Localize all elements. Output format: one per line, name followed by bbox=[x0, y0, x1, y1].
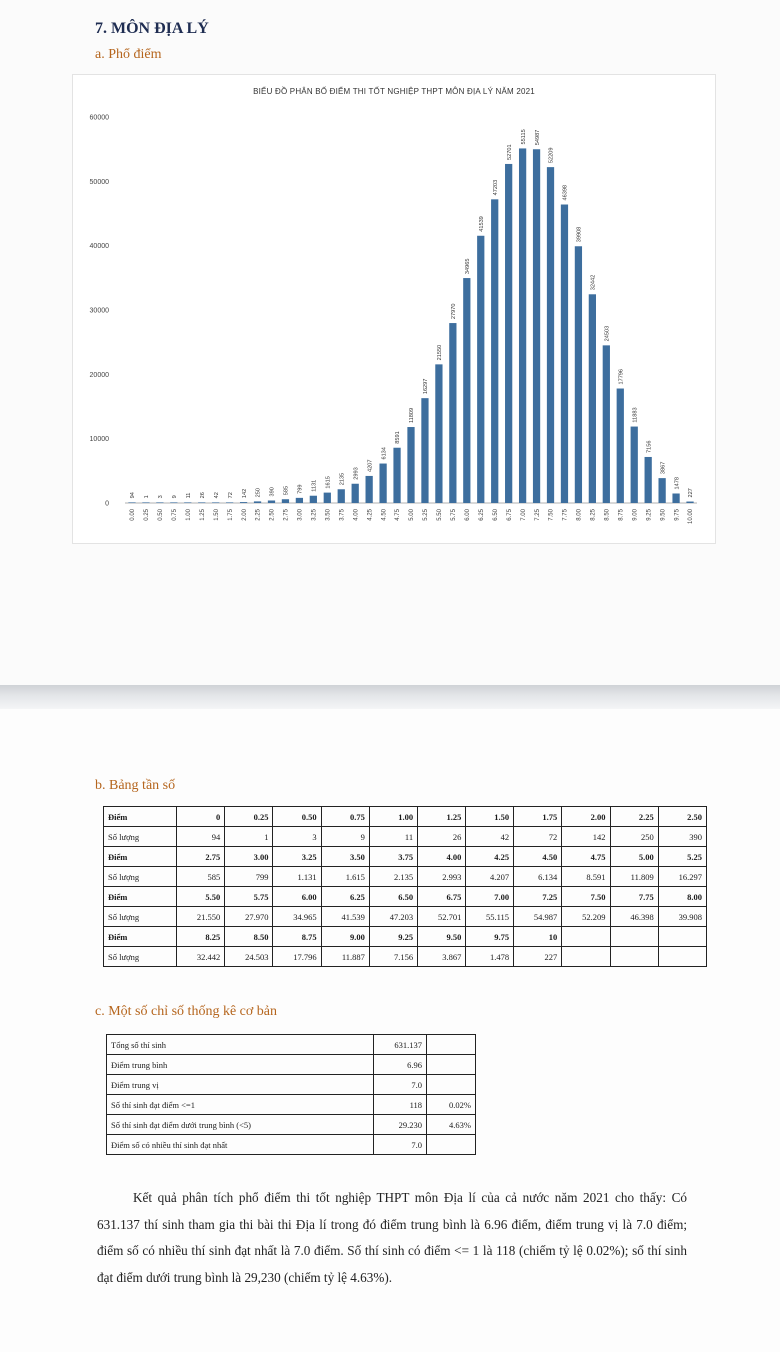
freq-table-row bbox=[104, 807, 707, 827]
x-tick-label: 3.75 bbox=[339, 509, 346, 521]
data-label: 11883 bbox=[632, 407, 639, 423]
freq-cell: 585 bbox=[177, 867, 225, 887]
x-tick-label: 3.50 bbox=[325, 509, 332, 521]
freq-cell: 8.75 bbox=[273, 927, 321, 947]
x-tick-label: 1.00 bbox=[185, 509, 192, 521]
freq-cell: 1 bbox=[225, 827, 273, 847]
data-label: 55115 bbox=[520, 129, 527, 145]
bar bbox=[338, 489, 345, 503]
stats-value-cell: 631.137 bbox=[374, 1035, 427, 1055]
x-tick-label: 8.00 bbox=[576, 509, 583, 521]
x-tick-label: 2.25 bbox=[255, 509, 262, 521]
x-tick-label: 2.00 bbox=[241, 509, 248, 521]
x-tick-label: 1.75 bbox=[227, 509, 234, 521]
stats-value-cell: 7.0 bbox=[374, 1135, 427, 1155]
data-label: 7156 bbox=[646, 440, 653, 453]
bar bbox=[477, 236, 484, 503]
stats-label-cell: Điểm số có nhiều thí sinh đạt nhất bbox=[107, 1135, 374, 1155]
freq-row-label: Điểm bbox=[104, 887, 177, 907]
freq-row-label: Số lượng bbox=[104, 867, 177, 887]
freq-cell: 11.887 bbox=[321, 947, 369, 967]
freq-cell bbox=[610, 947, 658, 967]
data-label: 9 bbox=[172, 495, 179, 499]
data-label: 39908 bbox=[576, 226, 583, 243]
data-label: 227 bbox=[688, 488, 695, 498]
page-separator bbox=[0, 685, 780, 709]
freq-cell: 27.970 bbox=[225, 907, 273, 927]
freq-cell: 0.50 bbox=[273, 807, 321, 827]
x-tick-label: 9.75 bbox=[674, 509, 681, 521]
bar bbox=[449, 323, 456, 503]
data-label: 2993 bbox=[353, 467, 360, 480]
bar bbox=[533, 149, 540, 503]
freq-cell: 3.00 bbox=[225, 847, 273, 867]
freq-cell: 142 bbox=[562, 827, 610, 847]
x-tick-label: 8.25 bbox=[590, 509, 597, 521]
x-tick-label: 9.50 bbox=[660, 509, 667, 521]
stats-table-row bbox=[107, 1075, 476, 1095]
freq-cell: 0 bbox=[177, 807, 225, 827]
bar bbox=[603, 345, 610, 503]
x-tick-label: 9.00 bbox=[632, 509, 639, 521]
bar bbox=[366, 476, 373, 503]
freq-cell: 8.591 bbox=[562, 867, 610, 887]
summary-paragraph bbox=[97, 1185, 687, 1291]
stats-table bbox=[106, 1034, 476, 1155]
freq-cell: 1.00 bbox=[369, 807, 417, 827]
x-tick-label: 8.75 bbox=[618, 509, 625, 521]
freq-cell: 5.00 bbox=[610, 847, 658, 867]
bar bbox=[212, 502, 219, 503]
freq-row-label: Số lượng bbox=[104, 907, 177, 927]
data-label: 26 bbox=[199, 492, 206, 499]
freq-table-row bbox=[104, 827, 707, 847]
freq-cell: 4.75 bbox=[562, 847, 610, 867]
freq-table-row bbox=[104, 887, 707, 907]
freq-cell: 1.131 bbox=[273, 867, 321, 887]
data-label: 4207 bbox=[367, 459, 374, 472]
freq-cell: 5.75 bbox=[225, 887, 273, 907]
freq-cell: 9.50 bbox=[418, 927, 466, 947]
freq-cell: 4.00 bbox=[418, 847, 466, 867]
freq-cell: 1.615 bbox=[321, 867, 369, 887]
stats-label-cell: Số thí sinh đạt điểm <=1 bbox=[107, 1095, 374, 1115]
stats-value-cell: 6.96 bbox=[374, 1055, 427, 1075]
freq-cell: 3.50 bbox=[321, 847, 369, 867]
x-tick-label: 9.25 bbox=[646, 509, 653, 521]
bar bbox=[617, 389, 624, 503]
chart-svg bbox=[73, 75, 715, 543]
bar bbox=[421, 398, 428, 503]
data-label: 21550 bbox=[437, 344, 444, 361]
freq-cell: 5.25 bbox=[658, 847, 706, 867]
data-label: 11 bbox=[185, 492, 192, 499]
y-tick-label: 50000 bbox=[89, 178, 109, 186]
section-title: 7. MÔN ĐỊA LÝ bbox=[95, 20, 209, 37]
freq-cell: 9 bbox=[321, 827, 369, 847]
x-tick-label: 7.50 bbox=[548, 509, 555, 521]
freq-cell: 32.442 bbox=[177, 947, 225, 967]
x-tick-label: 4.75 bbox=[395, 509, 402, 521]
stats-value-cell: 29.230 bbox=[374, 1115, 427, 1135]
stats-label-cell: Điểm trung vị bbox=[107, 1075, 374, 1095]
subsection-b-title: b. Bảng tần số bbox=[95, 778, 176, 793]
freq-cell: 4.207 bbox=[466, 867, 514, 887]
bar bbox=[296, 498, 303, 503]
freq-cell: 3.75 bbox=[369, 847, 417, 867]
stats-pct-cell: 4.63% bbox=[427, 1115, 476, 1135]
freq-table-row bbox=[104, 907, 707, 927]
freq-cell: 41.539 bbox=[321, 907, 369, 927]
freq-cell: 8.25 bbox=[177, 927, 225, 947]
x-tick-label: 6.25 bbox=[478, 509, 485, 521]
bar bbox=[170, 502, 177, 503]
x-tick-label: 4.00 bbox=[353, 509, 360, 521]
freq-cell: 6.50 bbox=[369, 887, 417, 907]
x-tick-label: 5.25 bbox=[423, 509, 430, 521]
data-label: 1615 bbox=[325, 476, 332, 489]
data-label: 42 bbox=[213, 492, 220, 499]
freq-cell bbox=[562, 947, 610, 967]
freq-cell: 7.156 bbox=[369, 947, 417, 967]
freq-cell: 7.75 bbox=[610, 887, 658, 907]
summary-text: Kết quả phân tích phổ điểm thi tốt nghiệp THPT môn Địa lí của cả nước năm 2021 cho thấy: Có 631.137 thí sinh tham gia thi bài thi Địa lí trong đó điểm trung bình là 6.96 điểm, điểm trung vị là 7.0 điểm; điểm số có nhiều thí sinh đạt nhất là 7.0 điểm. Số thí sinh có điểm <= 1 là 118 (chiếm tỷ lệ 0.02%); số thí sinh đạt điểm dưới trung bình là 29,230 (chiếm tỷ lệ 4.63%). bbox=[97, 1190, 687, 1285]
x-tick-label: 1.50 bbox=[213, 509, 220, 521]
frequency-table bbox=[103, 806, 707, 967]
bar bbox=[128, 502, 135, 503]
stats-value-cell: 118 bbox=[374, 1095, 427, 1115]
bar bbox=[324, 493, 331, 503]
bar bbox=[198, 502, 205, 503]
freq-cell: 11.809 bbox=[610, 867, 658, 887]
freq-row-label: Điểm bbox=[104, 847, 177, 867]
data-label: 3867 bbox=[660, 461, 667, 475]
bar bbox=[142, 502, 149, 503]
x-tick-label: 7.25 bbox=[534, 509, 541, 521]
freq-cell: 4.50 bbox=[514, 847, 562, 867]
stats-pct-cell bbox=[427, 1135, 476, 1155]
y-tick-label: 40000 bbox=[89, 243, 109, 251]
freq-cell: 250 bbox=[610, 827, 658, 847]
x-tick-label: 6.50 bbox=[492, 509, 499, 521]
freq-cell: 2.993 bbox=[418, 867, 466, 887]
bar bbox=[575, 246, 582, 503]
bar bbox=[519, 148, 526, 503]
freq-cell: 799 bbox=[225, 867, 273, 887]
freq-cell: 1.25 bbox=[418, 807, 466, 827]
bar bbox=[435, 364, 442, 503]
x-tick-label: 7.75 bbox=[562, 509, 569, 521]
stats-table-row bbox=[107, 1115, 476, 1135]
bar bbox=[407, 427, 414, 503]
freq-table-row bbox=[104, 927, 707, 947]
freq-cell: 227 bbox=[514, 947, 562, 967]
freq-table-row bbox=[104, 947, 707, 967]
bar bbox=[268, 500, 275, 503]
data-label: 41539 bbox=[478, 216, 485, 232]
x-tick-label: 4.25 bbox=[367, 509, 374, 521]
freq-cell: 2.25 bbox=[610, 807, 658, 827]
data-label: 47203 bbox=[492, 179, 499, 196]
data-label: 250 bbox=[255, 488, 262, 498]
freq-cell: 21.550 bbox=[177, 907, 225, 927]
x-tick-label: 0.25 bbox=[144, 509, 151, 521]
data-label: 142 bbox=[241, 488, 248, 499]
bar bbox=[393, 448, 400, 503]
bar bbox=[310, 496, 317, 503]
score-distribution-chart bbox=[72, 74, 716, 544]
freq-cell: 52.209 bbox=[562, 907, 610, 927]
x-tick-label: 7.00 bbox=[520, 509, 527, 521]
freq-cell: 2.75 bbox=[177, 847, 225, 867]
data-label: 17796 bbox=[618, 368, 625, 385]
data-label: 52701 bbox=[506, 144, 513, 160]
chart-title: BIỂU ĐỒ PHÂN BỐ ĐIỂM THI TỐT NGHIỆP THPT MÔN ĐỊA LÝ NĂM 2021 bbox=[253, 87, 535, 96]
freq-cell: 8.00 bbox=[658, 887, 706, 907]
stats-pct-cell bbox=[427, 1035, 476, 1055]
freq-cell: 9.25 bbox=[369, 927, 417, 947]
freq-row-label: Số lượng bbox=[104, 947, 177, 967]
freq-cell: 11 bbox=[369, 827, 417, 847]
stats-pct-cell bbox=[427, 1075, 476, 1095]
bar bbox=[658, 478, 665, 503]
bar bbox=[379, 464, 386, 503]
stats-table-row bbox=[107, 1035, 476, 1055]
x-tick-label: 5.00 bbox=[409, 509, 416, 521]
bar bbox=[589, 294, 596, 503]
freq-cell: 54.987 bbox=[514, 907, 562, 927]
freq-cell: 24.503 bbox=[225, 947, 273, 967]
stats-table-row bbox=[107, 1095, 476, 1115]
data-label: 16297 bbox=[423, 378, 430, 395]
freq-cell: 3.867 bbox=[418, 947, 466, 967]
bar bbox=[491, 199, 498, 503]
freq-cell: 390 bbox=[658, 827, 706, 847]
y-tick-label: 0 bbox=[105, 500, 109, 508]
data-label: 34965 bbox=[465, 258, 472, 275]
freq-cell: 6.134 bbox=[514, 867, 562, 887]
data-label: 3 bbox=[158, 495, 165, 499]
bar bbox=[561, 205, 568, 503]
x-tick-label: 4.50 bbox=[381, 509, 388, 521]
data-label: 24503 bbox=[604, 325, 611, 342]
data-label: 6134 bbox=[381, 447, 388, 460]
freq-row-label: Điểm bbox=[104, 807, 177, 827]
freq-row-label: Điểm bbox=[104, 927, 177, 947]
data-label: 46398 bbox=[562, 184, 569, 201]
freq-cell: 6.25 bbox=[321, 887, 369, 907]
freq-cell bbox=[610, 927, 658, 947]
bar bbox=[352, 484, 359, 503]
data-label: 54987 bbox=[534, 129, 541, 146]
x-tick-label: 1.25 bbox=[199, 509, 206, 521]
x-tick-label: 0.75 bbox=[172, 509, 179, 521]
data-label: 72 bbox=[227, 492, 234, 499]
bar bbox=[156, 502, 163, 503]
x-tick-label: 0.00 bbox=[130, 509, 137, 521]
freq-cell: 4.25 bbox=[466, 847, 514, 867]
freq-cell: 55.115 bbox=[466, 907, 514, 927]
data-label: 8591 bbox=[395, 431, 402, 444]
y-tick-label: 30000 bbox=[89, 307, 109, 315]
freq-cell: 0.75 bbox=[321, 807, 369, 827]
y-tick-label: 60000 bbox=[89, 114, 109, 122]
data-label: 32442 bbox=[590, 274, 597, 291]
freq-cell bbox=[562, 927, 610, 947]
x-tick-label: 8.50 bbox=[604, 509, 611, 521]
bar bbox=[631, 427, 638, 503]
freq-cell: 3 bbox=[273, 827, 321, 847]
freq-cell: 94 bbox=[177, 827, 225, 847]
bar bbox=[282, 499, 289, 503]
freq-cell: 8.50 bbox=[225, 927, 273, 947]
y-tick-label: 10000 bbox=[89, 436, 109, 444]
x-tick-label: 3.00 bbox=[297, 509, 304, 521]
stats-value-cell: 7.0 bbox=[374, 1075, 427, 1095]
stats-label-cell: Số thí sinh đạt điểm dưới trung bình (<5) bbox=[107, 1115, 374, 1135]
freq-cell: 1.478 bbox=[466, 947, 514, 967]
freq-cell: 5.50 bbox=[177, 887, 225, 907]
stats-table-row bbox=[107, 1135, 476, 1155]
freq-cell: 46.398 bbox=[610, 907, 658, 927]
freq-cell: 47.203 bbox=[369, 907, 417, 927]
freq-cell: 2.00 bbox=[562, 807, 610, 827]
freq-cell: 16.297 bbox=[658, 867, 706, 887]
freq-cell: 7.25 bbox=[514, 887, 562, 907]
freq-cell: 1.75 bbox=[514, 807, 562, 827]
bar bbox=[547, 167, 554, 503]
stats-pct-cell bbox=[427, 1055, 476, 1075]
x-tick-label: 2.50 bbox=[269, 509, 276, 521]
freq-cell: 72 bbox=[514, 827, 562, 847]
freq-cell: 1.50 bbox=[466, 807, 514, 827]
bar bbox=[645, 457, 652, 503]
stats-label-cell: Điểm trung bình bbox=[107, 1055, 374, 1075]
freq-cell: 2.135 bbox=[369, 867, 417, 887]
freq-cell: 0.25 bbox=[225, 807, 273, 827]
freq-cell: 2.50 bbox=[658, 807, 706, 827]
freq-cell: 17.796 bbox=[273, 947, 321, 967]
x-tick-label: 3.25 bbox=[311, 509, 318, 521]
x-tick-label: 5.50 bbox=[437, 509, 444, 521]
stats-pct-cell: 0.02% bbox=[427, 1095, 476, 1115]
bar bbox=[505, 164, 512, 503]
freq-cell: 6.00 bbox=[273, 887, 321, 907]
freq-cell: 52.701 bbox=[418, 907, 466, 927]
freq-cell: 39.908 bbox=[658, 907, 706, 927]
freq-cell: 34.965 bbox=[273, 907, 321, 927]
data-label: 2135 bbox=[339, 472, 346, 486]
freq-cell: 9.75 bbox=[466, 927, 514, 947]
x-tick-label: 6.00 bbox=[465, 509, 472, 521]
bar bbox=[240, 502, 247, 503]
x-tick-label: 10.00 bbox=[688, 509, 695, 525]
freq-row-label: Số lượng bbox=[104, 827, 177, 847]
freq-table-row bbox=[104, 867, 707, 887]
subsection-a-title: a. Phổ điểm bbox=[95, 47, 162, 62]
data-label: 799 bbox=[297, 484, 304, 494]
y-tick-label: 20000 bbox=[89, 371, 109, 379]
freq-cell: 7.50 bbox=[562, 887, 610, 907]
freq-cell: 10 bbox=[514, 927, 562, 947]
data-label: 1 bbox=[144, 495, 151, 499]
x-tick-label: 5.75 bbox=[451, 509, 458, 521]
data-label: 94 bbox=[130, 492, 137, 499]
subsection-c-title: c. Một số chỉ số thống kê cơ bản bbox=[95, 1004, 277, 1019]
freq-cell: 9.00 bbox=[321, 927, 369, 947]
bar bbox=[254, 501, 261, 503]
bar bbox=[672, 493, 679, 503]
x-tick-label: 6.75 bbox=[506, 509, 513, 521]
bar bbox=[226, 502, 233, 503]
data-label: 1478 bbox=[674, 477, 681, 490]
data-label: 585 bbox=[283, 485, 290, 496]
freq-cell bbox=[658, 947, 706, 967]
freq-cell bbox=[658, 927, 706, 947]
bar bbox=[686, 502, 693, 503]
bar bbox=[184, 502, 191, 503]
freq-cell: 42 bbox=[466, 827, 514, 847]
freq-cell: 6.75 bbox=[418, 887, 466, 907]
freq-cell: 26 bbox=[418, 827, 466, 847]
freq-cell: 7.00 bbox=[466, 887, 514, 907]
stats-table-row bbox=[107, 1055, 476, 1075]
bar bbox=[463, 278, 470, 503]
data-label: 52209 bbox=[548, 147, 555, 164]
freq-cell: 3.25 bbox=[273, 847, 321, 867]
x-tick-label: 0.50 bbox=[158, 509, 165, 521]
x-tick-label: 2.75 bbox=[283, 509, 290, 521]
stats-label-cell: Tổng số thí sinh bbox=[107, 1035, 374, 1055]
data-label: 27970 bbox=[451, 303, 458, 320]
data-label: 390 bbox=[269, 487, 276, 497]
data-label: 1131 bbox=[311, 479, 318, 492]
data-label: 11809 bbox=[409, 407, 416, 424]
freq-table-row bbox=[104, 847, 707, 867]
